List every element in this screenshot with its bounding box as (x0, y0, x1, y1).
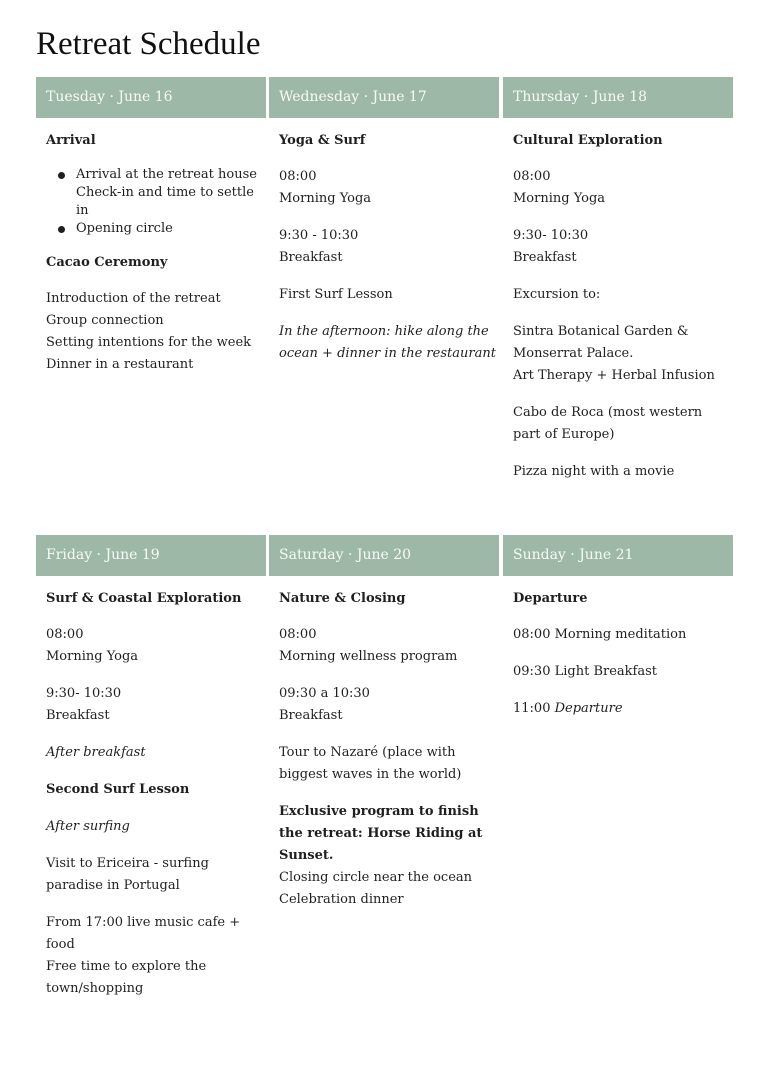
note: After breakfast (46, 745, 146, 760)
activity-highlight: Exclusive program to finish the retreat: Horse Riding at Sunset. (279, 804, 483, 863)
activity: Morning Yoga (513, 191, 606, 206)
activity: Celebration dinner (279, 892, 404, 907)
day-column-tuesday (36, 77, 266, 376)
activity: Morning wellness program (279, 649, 458, 664)
activity: Breakfast (513, 250, 577, 265)
list-item: Check-in and time to settle in (76, 185, 254, 218)
day-column-wednesday (269, 77, 499, 365)
bullet-icon (58, 172, 65, 179)
activity: Breakfast (279, 708, 343, 723)
day-column-sunday (503, 535, 733, 720)
day-heading: Surf & Coastal Exploration (46, 591, 242, 606)
activity: Closing circle near the ocean (279, 870, 473, 885)
schedule-block (513, 661, 733, 683)
schedule-block (513, 225, 733, 269)
activity: Free time to explore the town/shopping (46, 959, 207, 996)
time: 09:30 a 10:30 (279, 686, 370, 701)
time: 08:00 (279, 627, 317, 642)
schedule-block (46, 624, 266, 668)
activity: Pizza night with a movie (513, 464, 675, 479)
day-heading: Departure (513, 591, 588, 606)
page-title: Retreat Schedule (36, 26, 261, 62)
list-item: Dinner in a restaurant (46, 357, 194, 372)
schedule-block (46, 683, 266, 727)
schedule-block (513, 461, 733, 483)
day-header: Tuesday · June 16 (36, 77, 266, 118)
day-header: Thursday · June 18 (503, 77, 733, 118)
schedule-block (279, 166, 499, 210)
activity: Cabo de Roca (most western part of Europe) (513, 405, 703, 442)
time: 9:30- 10:30 (513, 228, 589, 243)
day-heading: Arrival (46, 133, 96, 148)
day-header: Saturday · June 20 (269, 535, 499, 576)
activity: From 17:00 live music cafe + food (46, 915, 241, 952)
activity: Sintra Botanical Garden & Monserrat Palace. (513, 324, 689, 361)
activity: Morning Yoga (46, 649, 139, 664)
day-heading: Cultural Exploration (513, 133, 663, 148)
activity: Breakfast (46, 708, 110, 723)
schedule-block (279, 284, 499, 306)
day-header: Sunday · June 21 (503, 535, 733, 576)
activity: Morning Yoga (279, 191, 372, 206)
list-item: Arrival at the retreat house (76, 166, 266, 184)
bullet-icon (58, 226, 65, 233)
day-subheading: Cacao Ceremony (46, 255, 168, 270)
activity: Breakfast (279, 250, 343, 265)
departure-line (513, 698, 733, 720)
schedule-block (279, 225, 499, 269)
schedule-block (46, 912, 266, 1000)
schedule-block (513, 166, 733, 210)
schedule-block (46, 853, 266, 897)
time: 08:00 (46, 627, 84, 642)
schedule-block (279, 742, 499, 786)
schedule-block (279, 624, 499, 668)
schedule-block (513, 321, 733, 387)
time: 08:00 (513, 169, 551, 184)
note: In the afternoon: hike along the ocean + dinner in the restaurant (279, 324, 496, 361)
time: 08:00 (279, 169, 317, 184)
activity: Departure (554, 701, 623, 716)
note: After surfing (46, 819, 130, 834)
activity: Visit to Ericeira - surfing paradise in Portugal (46, 856, 209, 893)
day-column-friday (36, 535, 266, 1015)
day-header: Wednesday · June 17 (269, 77, 499, 118)
list-item: Setting intentions for the week (46, 335, 252, 350)
day-heading: Yoga & Surf (279, 133, 366, 148)
activity: First Surf Lesson (279, 287, 393, 302)
schedule-block (513, 284, 733, 306)
day-heading: Nature & Closing (279, 591, 406, 606)
activity-highlight: Second Surf Lesson (46, 782, 190, 797)
activity: 08:00 Morning meditation (513, 627, 687, 642)
time: 9:30 - 10:30 (279, 228, 359, 243)
list-item: Group connection (46, 313, 164, 328)
bullet-list (46, 166, 266, 238)
time: 11:00 (513, 701, 551, 716)
day-column-saturday (269, 535, 499, 911)
activity: Excursion to: (513, 287, 601, 302)
activity: 09:30 Light Breakfast (513, 664, 657, 679)
day-header: Friday · June 19 (36, 535, 266, 576)
list-item: Opening circle (76, 220, 266, 238)
day-column-thursday (503, 77, 733, 498)
activity: Art Therapy + Herbal Infusion (513, 368, 715, 383)
time: 9:30- 10:30 (46, 686, 122, 701)
list-item: Introduction of the retreat (46, 291, 221, 306)
schedule-block (279, 683, 499, 727)
schedule-block (513, 402, 733, 446)
schedule-block (513, 624, 733, 646)
activity: Tour to Nazaré (place with biggest waves in the world) (279, 745, 462, 782)
